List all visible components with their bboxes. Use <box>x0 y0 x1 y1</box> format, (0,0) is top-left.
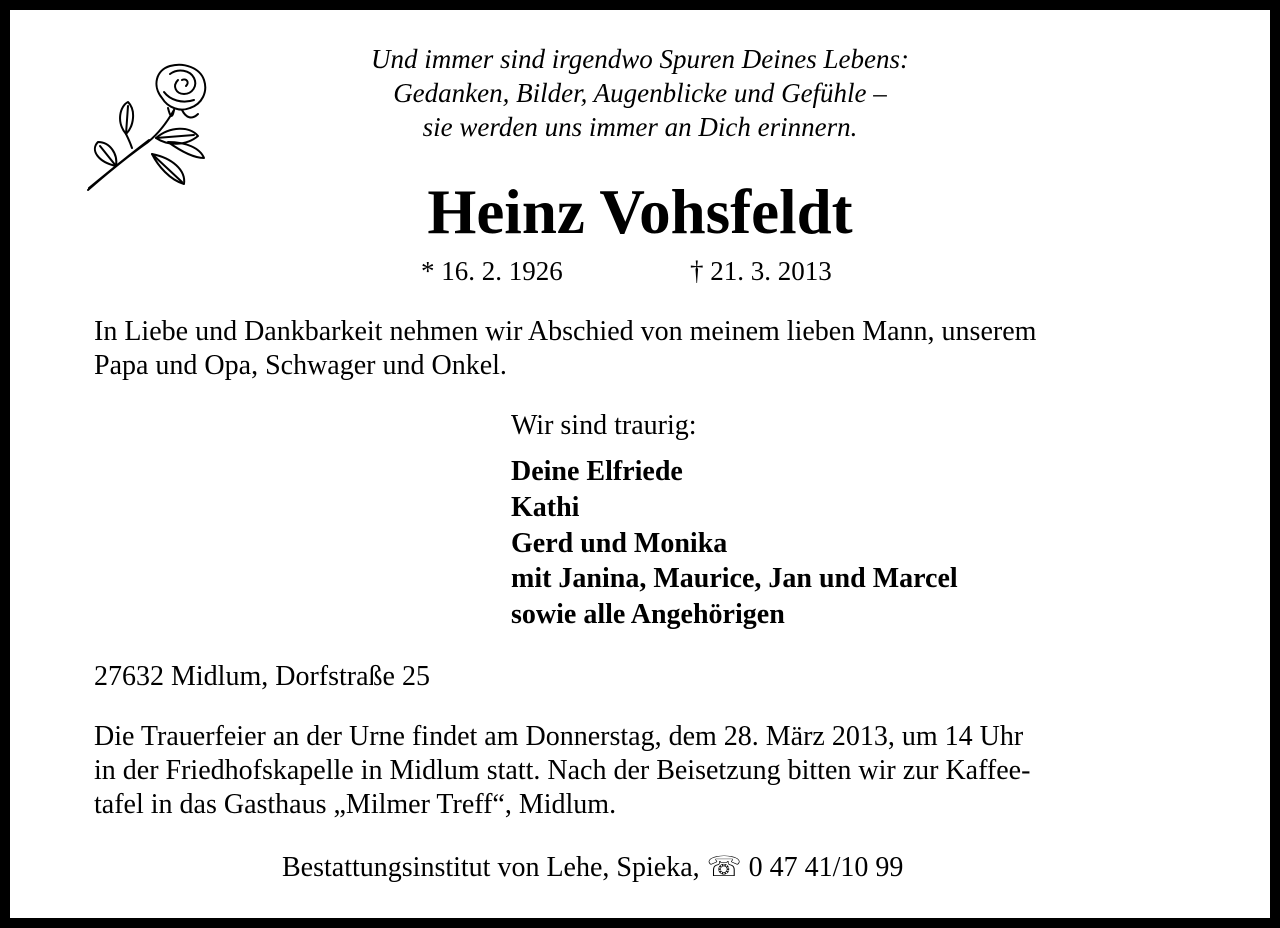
quote-line-1: Und immer sind irgendwo Spuren Deines Lebens: <box>371 44 909 74</box>
mourner-name: Deine Elfriede <box>511 456 683 487</box>
funeral-home: Bestattungsinstitut von Lehe, Spieka, ☏ 0 47 41/10 99 <box>282 852 904 883</box>
address: 27632 Midlum, Dorfstraße 25 <box>94 661 430 692</box>
mourner-name: Kathi <box>511 492 580 523</box>
ceremony-line-2: in der Friedhofskapelle in Midlum statt. Nach der Beisetzung bitten wir zur Kaffee- <box>94 755 1031 786</box>
mourner-name: Gerd und Monika <box>511 528 728 559</box>
mourners-heading: Wir sind traurig: <box>511 410 697 441</box>
quote-line-3: sie werden uns immer an Dich erinnern. <box>422 112 858 142</box>
deceased-name: Heinz Vohsfeldt <box>427 177 853 247</box>
ceremony-line-3: tafel in das Gasthaus „Milmer Treff“, Midlum. <box>94 789 617 820</box>
obituary-notice <box>10 10 1270 918</box>
intro-line-1: In Liebe und Dankbarkeit nehmen wir Abschied von meinem lieben Mann, unserem <box>94 316 1037 347</box>
ceremony-line-1: Die Trauerfeier an der Urne findet am Donnerstag, dem 28. März 2013, um 14 Uhr <box>94 721 1024 752</box>
quote-line-2: Gedanken, Bilder, Augenblicke und Gefühle – <box>393 78 887 108</box>
intro-line-2: Papa und Opa, Schwager und Onkel. <box>94 350 507 381</box>
mourner-name: mit Janina, Maurice, Jan und Marcel <box>511 563 958 594</box>
death-date: † 21. 3. 2013 <box>690 256 832 286</box>
birth-date: * 16. 2. 1926 <box>421 256 563 286</box>
mourner-name: sowie alle Angehörigen <box>511 599 785 630</box>
